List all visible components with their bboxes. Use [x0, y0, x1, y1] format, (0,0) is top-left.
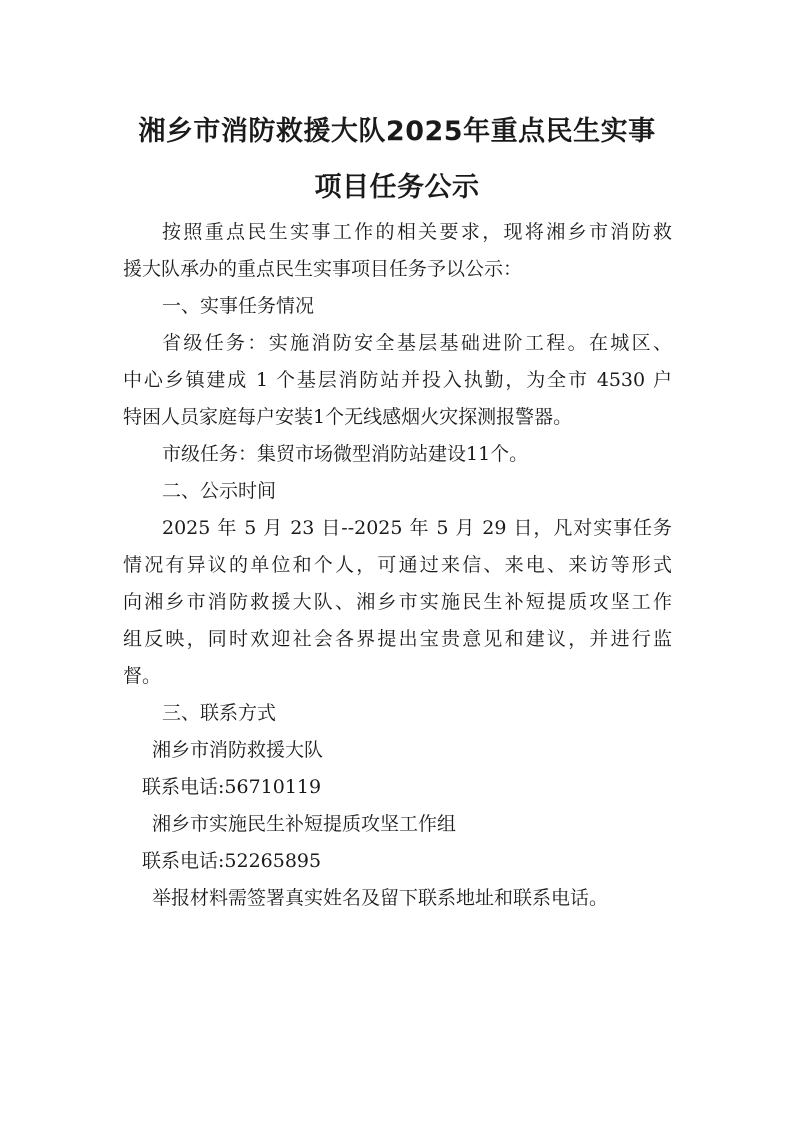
provincial-task-line-2: 中心乡镇建成 1 个基层消防站并投入执勤，为全市 4530 户 — [123, 369, 672, 391]
notice-period-line-2: 情况有异议的单位和个人，可通过来信、来电、来访等形式 — [123, 554, 672, 576]
provincial-task-line-1: 省级任务：实施消防安全基层基础进阶工程。在城区、 — [162, 332, 672, 354]
provincial-task-line-3: 特困人员家庭每户安装1个无线感烟火灾探测报警器。 — [123, 406, 573, 428]
section-2-heading: 二、公示时间 — [162, 480, 277, 502]
notice-period-line-1: 2025 年 5 月 23 日--2025 年 5 月 29 日，凡对实事任务 — [162, 517, 672, 539]
section-3-heading: 三、联系方式 — [162, 702, 277, 724]
document-title-line-1: 湘乡市消防救援大队2025年重点民生实事 — [138, 116, 656, 147]
municipal-task: 市级任务：集贸市场微型消防站建设11个。 — [162, 443, 529, 465]
contact-phone-1: 联系电话:56710119 — [142, 776, 322, 798]
notice-period-line-5: 督。 — [123, 665, 162, 687]
document-title-line-2: 项目任务公示 — [314, 172, 480, 203]
contact-org-2: 湘乡市实施民生补短提质攻坚工作组 — [152, 813, 457, 835]
reporting-note: 举报材料需签署真实姓名及留下联系地址和联系电话。 — [152, 887, 609, 909]
intro-line-1: 按照重点民生实事工作的相关要求，现将湘乡市消防救 — [162, 221, 672, 243]
contact-phone-2: 联系电话:52265895 — [142, 850, 322, 872]
section-1-heading: 一、实事任务情况 — [162, 295, 315, 317]
notice-period-line-4: 组反映，同时欢迎社会各界提出宝贵意见和建议，并进行监 — [123, 628, 672, 650]
notice-period-line-3: 向湘乡市消防救援大队、湘乡市实施民生补短提质攻坚工作 — [123, 591, 672, 613]
contact-org-1: 湘乡市消防救援大队 — [152, 739, 324, 761]
intro-line-2: 援大队承办的重点民生实事项目任务予以公示： — [123, 258, 523, 280]
